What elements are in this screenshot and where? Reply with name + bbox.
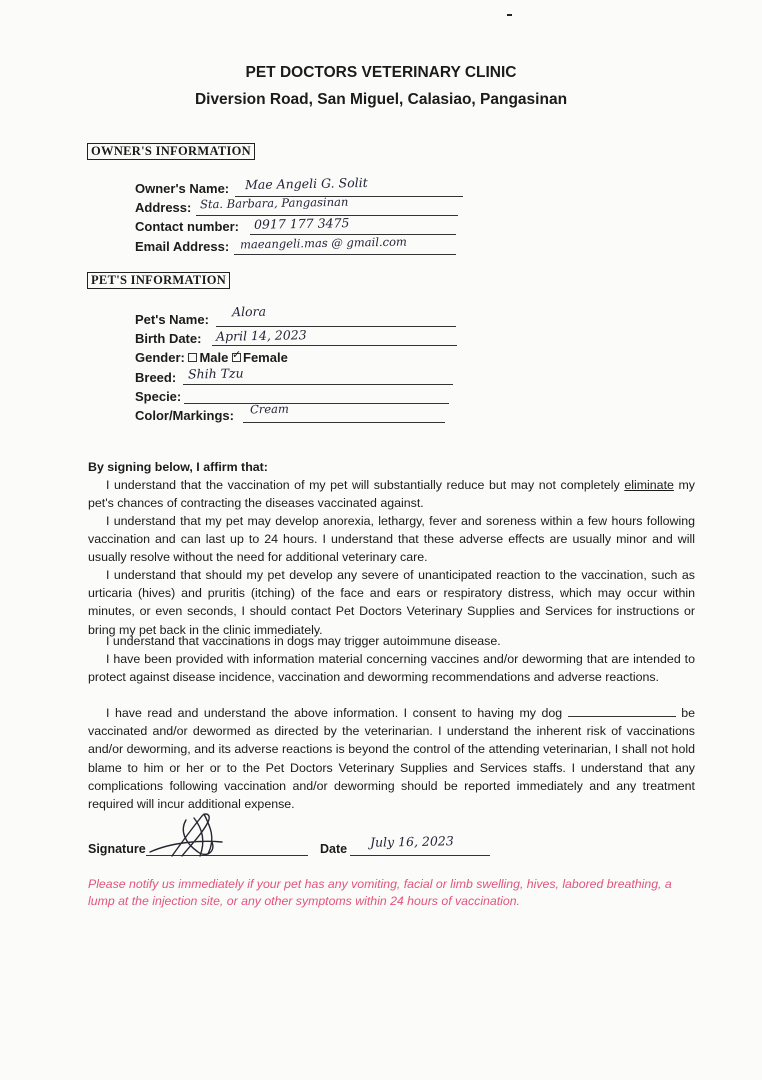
color-line bbox=[243, 422, 445, 423]
specie-line bbox=[184, 403, 449, 404]
birth-date-value[interactable]: April 14, 2023 bbox=[215, 327, 307, 344]
email-value[interactable]: maeangeli.mas @ gmail.com bbox=[239, 234, 408, 252]
signature-scribble[interactable] bbox=[142, 812, 234, 862]
consent-paragraph-6: I have read and understand the above information. I consent to having my dog be vaccinated and/or dewormed as directed by the veterinarian. I understand the inherent risk of vaccinations and/or deworming, and its adverse reactions is beyond the control of the attending veterinarian, I shall not hold blame to him or her or to the Pet Doctors Veterinary Supplies and Services staffs. I understand that any complications following vaccination and/or deworming should be reported immediately and any treatment required will incur additional expense. bbox=[88, 706, 695, 812]
consent-paragraph-2: I understand that my pet may develop anorexia, lethargy, fever and soreness within a few hours following vaccination and can last up to 24 hours. I understand that these adverse effects are usually minor and will usually resolve without the need for additional veterinary care. bbox=[88, 514, 695, 565]
pet-name-line bbox=[216, 326, 456, 327]
color-label: Color/Markings: bbox=[135, 408, 234, 423]
date-value[interactable]: July 16, 2023 bbox=[369, 833, 454, 850]
address-label: Address: bbox=[135, 200, 192, 215]
clinic-address: Diversion Road, San Miguel, Calasiao, Pangasinan bbox=[194, 91, 568, 108]
pet-name-label: Pet's Name: bbox=[135, 312, 209, 327]
pet-name-value[interactable]: Alora bbox=[231, 303, 267, 320]
breed-label: Breed: bbox=[135, 370, 177, 385]
breed-value[interactable]: Shih Tzu bbox=[187, 365, 244, 382]
gender-label: Gender: bbox=[135, 350, 185, 365]
birth-date-label: Birth Date: bbox=[135, 331, 202, 346]
consent-paragraph-1: I understand that the vaccination of my pet will substantially reduce but may not completely eliminate my pet's chances of contracting the diseases vaccinated against. bbox=[88, 478, 695, 511]
pet-section-title: PET'S INFORMATION bbox=[87, 272, 230, 289]
breed-line bbox=[183, 384, 453, 385]
contact-value[interactable]: 0917 177 3475 bbox=[253, 215, 350, 232]
date-line bbox=[350, 855, 490, 856]
specie-label: Specie: bbox=[135, 389, 182, 404]
owner-name-label: Owner's Name: bbox=[135, 181, 230, 196]
email-label: Email Address: bbox=[135, 239, 230, 254]
birth-date-line bbox=[212, 345, 457, 346]
consent-heading: By signing below, I affirm that: bbox=[88, 460, 268, 474]
dog-name-blank[interactable] bbox=[568, 706, 676, 717]
signature-label: Signature bbox=[88, 842, 146, 856]
address-value[interactable]: Sta. Barbara, Pangasinan bbox=[199, 194, 349, 212]
consent-paragraph-3: I understand that should my pet develop any severe of unanticipated reaction to the vaccination, such as urticaria (hives) and pruritis (itching) of the face and ears or respiratory distress, which may occur within minutes, or even seconds, I should contact Pet Doctors Veterinary Supplies and Services for instructions or bring my pet back in the clinic immediately. bbox=[88, 568, 695, 637]
consent-paragraph-4: I understand that vaccinations in dogs may trigger autoimmune disease. bbox=[106, 634, 501, 648]
consent-paragraph-5: I have been provided with information material concerning vaccines and/or deworming that are intended to protect against disease incidence, vaccination and deworming recommendations and adverse reactions. bbox=[88, 652, 695, 685]
owner-section-title: OWNER'S INFORMATION bbox=[87, 143, 255, 160]
email-line bbox=[234, 254, 456, 255]
gender-row bbox=[135, 350, 288, 365]
male-label: Male bbox=[199, 350, 229, 365]
male-checkbox[interactable] bbox=[188, 353, 197, 362]
notice-text: Please notify us immediately if your pet has any vomiting, facial or limb swelling, hives, labored breathing, a lump at the injection site, or any other symptoms within 24 hours of vaccination. bbox=[88, 877, 672, 908]
contact-label: Contact number: bbox=[135, 219, 239, 234]
female-checkbox[interactable] bbox=[232, 353, 241, 362]
scan-mark bbox=[507, 14, 512, 16]
female-label: Female bbox=[243, 350, 288, 365]
color-value[interactable]: Cream bbox=[249, 401, 289, 417]
clinic-name: PET DOCTORS VETERINARY CLINIC bbox=[245, 64, 517, 81]
date-label: Date bbox=[320, 842, 348, 856]
owner-name-value[interactable]: Mae Angeli G. Solit bbox=[244, 174, 368, 193]
